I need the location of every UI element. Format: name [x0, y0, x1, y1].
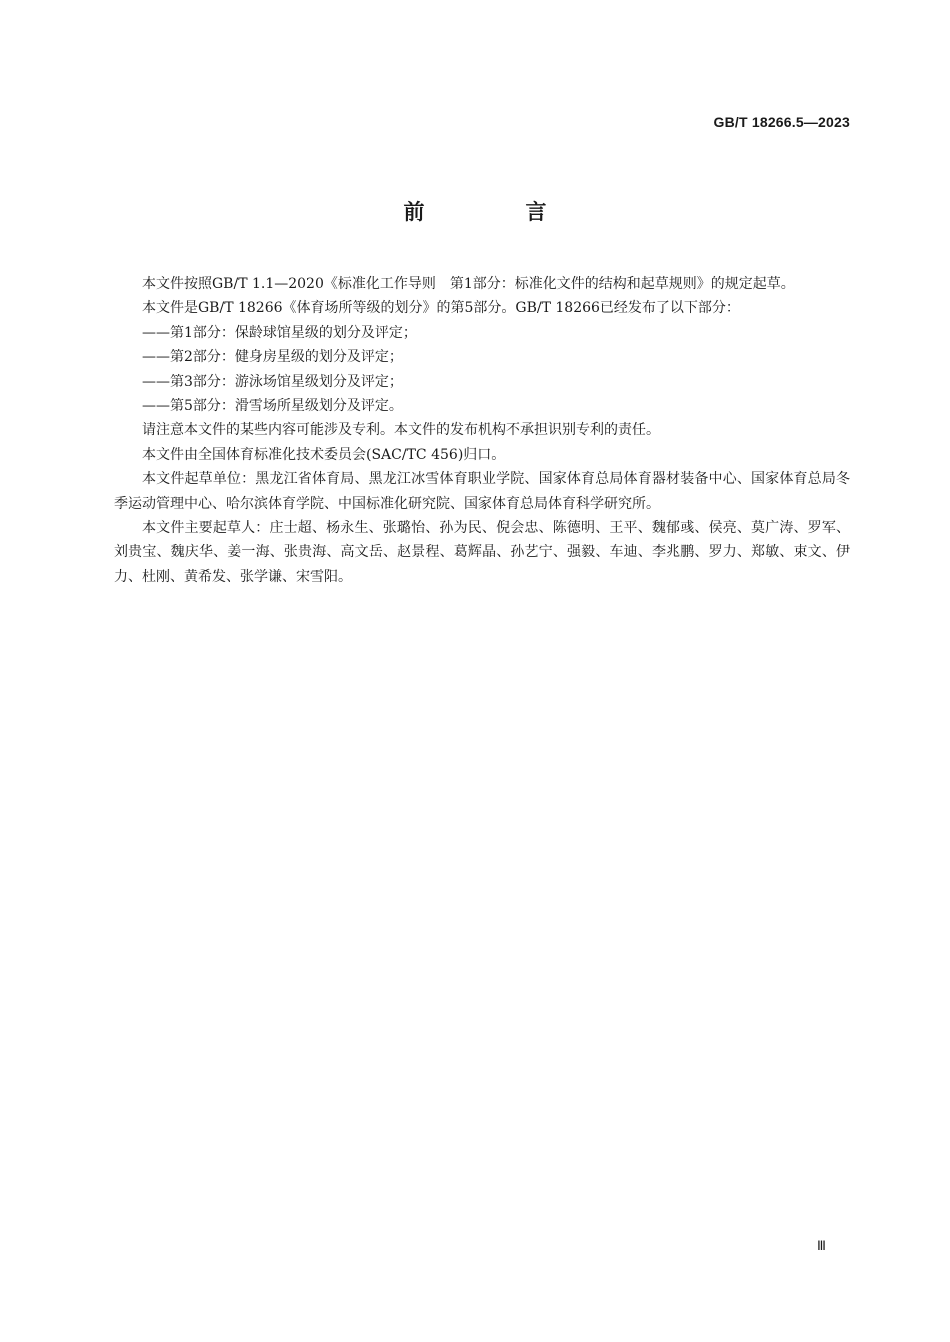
page-title: 前 言 [403, 200, 587, 224]
series-part-paragraph: 本文件是GB/T 18266《体育场所等级的划分》的第5部分。GB/T 18266已经发布了以下部分： [142, 300, 740, 317]
list-item: ——第1部分：保龄球馆星级的划分及评定； [142, 324, 417, 341]
list-item: ——第5部分：滑雪场所星级划分及评定。 [142, 398, 403, 415]
committee-paragraph: 本文件由全国体育标准化技术委员会(SAC/TC 456)归口。 [142, 446, 506, 463]
patent-notice-paragraph: 请注意本文件的某些内容可能涉及专利。本文件的发布机构不承担识别专利的责任。 [142, 422, 660, 439]
drafting-units-paragraph: 本文件起草单位：黑龙江省体育局、黑龙江冰雪体育职业学院、国家体育总局体育器材装备中心、国家体育总局冬季运动管理中心、哈尔滨体育学院、中国标准化研究院、国家体育总局体育科学研究所。 [114, 471, 850, 512]
list-item: ——第2部分：健身房星级的划分及评定； [142, 349, 403, 366]
list-item: ——第3部分：游泳场馆星级划分及评定； [142, 373, 403, 390]
foreword-body [114, 272, 850, 589]
drafting-rule-paragraph: 本文件按照GB/T 1.1—2020《标准化工作导则 第1部分：标准化文件的结构和起草规则》的规定起草。 [142, 276, 795, 292]
standard-code: GB/T 18266.5—2023 [713, 114, 850, 130]
drafters-paragraph: 本文件主要起草人：庄士超、杨永生、张璐怡、孙为民、倪会忠、陈德明、王平、魏郁彧、侯亮、莫广涛、罗军、刘贵宝、魏庆华、姜一海、张贵海、高文岳、赵景程、葛辉晶、孙艺宁、强毅、车迪、李兆鹏、罗力、郑敏、束文、伊力、杜刚、黄希发、张学谦、宋雪阳。 [114, 520, 850, 585]
page-number: Ⅲ [817, 1238, 826, 1253]
